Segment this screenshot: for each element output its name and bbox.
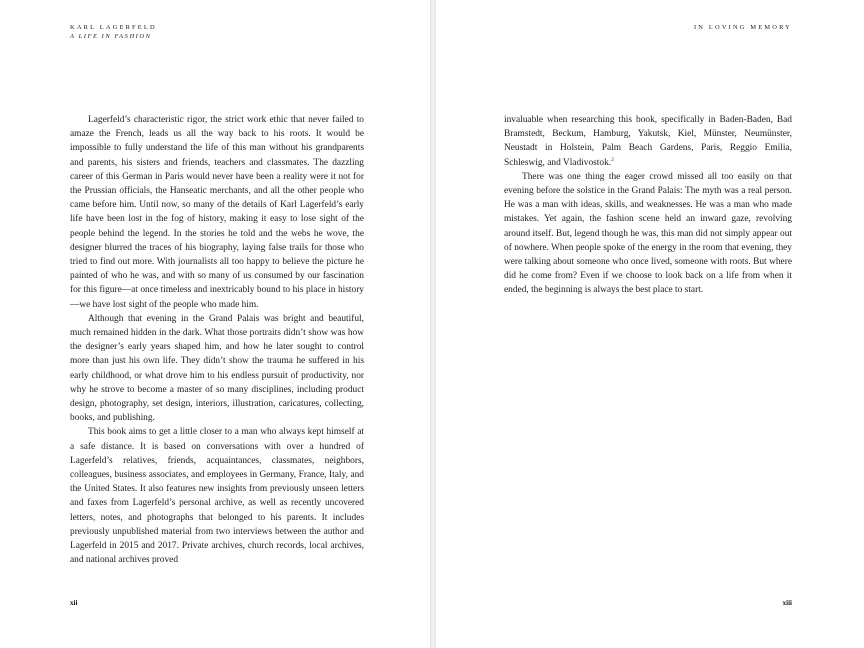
paragraph: There was one thing the eager crowd missed all too easily on that evening before the solstice in the Grand Palais: The myth was a real person. He was a man with ideas, skills, and weaknesses. He was a man who made mistakes. Yet again, the fashion scene held an inward gaze, revolving around itself. But, legend though he was, this man did not simply appear out of nowhere. When people spoke of the energy in the room that evening, they were talking about someone who once lived, someone with roots. But where did he come from? Even if we choose to look back on a life from when it ended, the beginning is always the best place to start. [504,171,792,296]
left-page [0,0,430,648]
book-subtitle: A LIFE IN FASHION [70,33,152,40]
right-page [436,0,864,648]
paragraph: Although that evening in the Grand Palais was bright and beautiful, much remained hidden in the dark. What those portraits didn’t show was how the designer’s early years shaped him, and how he later sought to control more than just his own life. They didn’t show the trauma he suffered in his early childhood, or what drove him to his endless pursuit of productivity, nor why he strove to become a master of so many disciplines, including product design, photography, set design, interiors, illustration, caricatures, collecting, books, and publishing. [70,313,364,424]
paragraph: This book aims to get a little closer to a man who always kept himself at a safe distance. It is based on conversations with over a hundred of Lagerfeld’s relatives, friends, acquaintances, classmates, neighbors, colleagues, business associates, and employees in Germany, France, Italy, and the United States. It also features new insights from previously unseen letters and faxes from Lagerfeld’s personal archive, as well as recently uncovered letters, notes, and photographs that belonged to his parents. It includes previously unpublished material from two interviews between the author and Lagerfeld in 2015 and 2017. Private archives, church records, local archives, and national archives proved [70,427,364,566]
left-page-number: xii [70,599,78,607]
right-page-number: xiii [782,599,792,607]
book-title: KARL LAGERFELD [70,24,157,31]
paragraph: Lagerfeld’s characteristic rigor, the strict work ethic that never failed to amaze the French, leads us all the way back to his roots. It would be impossible to fully understand the life of this man without his grandparents and parents, his sisters and friends, teachers and classmates. The dazzling career of this German in Paris would never have been a reality were it not for the Prussian officials, the Hanseatic merchants, and all the other people who came before him. Until now, so many of the details of Karl Lagerfeld’s early life have been lost in the fog of history, making it easy to lose sight of the people behind the legend. In the stories he told and the webs he wove, the designer blurred the traces of his biography, laying false trails for those who tried to find out more. With journalists all too happy to believe the picture he painted of who he was, and with so many of us consumed by our fascination for this figure—at once timeless and inextricably bound to his place in history—we have lost sight of the people who made him. [70,115,364,310]
paragraph [504,113,792,170]
right-running-head: IN LOVING MEMORY [693,24,792,31]
footnote-mark: 2 [611,156,614,163]
left-body-text [70,113,364,568]
paragraph-text: invaluable when researching this book, specifically in Baden-Baden, Bad Bramstedt, Beckum, Hamburg, Yakutsk, Kiel, Münster, Neumünster, Neustadt in Holstein, Palm Beach Gardens, Paris, Reggio Emilia, Schleswig, and Vladivostok. [504,115,792,168]
right-body-text [504,113,792,298]
left-running-head [70,23,157,41]
